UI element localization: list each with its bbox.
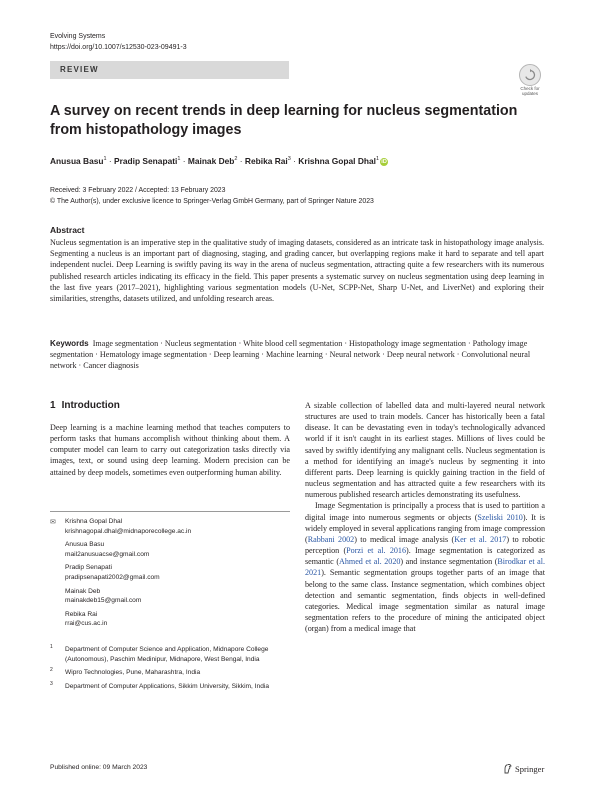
- publisher-logo: [503, 763, 544, 774]
- keywords-list: Image segmentation · Nucleus segmentation · White blood cell segmentation · Histopathology image segmentation · Pathology image segmentation · Hematology image segmentation · Deep learning · Machine learning · Neural network · Deep neural network · Convolutional neural network · Cancer diagnosis: [50, 339, 531, 371]
- journal-name: Evolving Systems: [50, 33, 106, 40]
- author[interactable]: Krishna Gopal Dhal$^1$: [298, 156, 380, 166]
- publisher-name: Springer: [515, 763, 545, 774]
- publication-dates: [50, 186, 374, 207]
- keywords: [50, 338, 544, 372]
- contact-name: Mainak Deb: [65, 587, 101, 595]
- section-heading: [50, 400, 120, 411]
- copyright-notice: © The Author(s), under exclusive licence to Springer-Verlag GmbH Germany, part of Springer Nature 2023: [50, 197, 374, 205]
- keywords-heading: Keywords: [50, 339, 89, 348]
- orcid-icon[interactable]: iD: [381, 159, 387, 165]
- author-list: [50, 156, 388, 166]
- text-run: ). Image segmentation is categorized as semantic (: [305, 546, 545, 567]
- affiliation-number: 1: [50, 644, 53, 650]
- published-online-date: Published online: 09 March 2023: [50, 764, 148, 771]
- springer-horse-icon: [503, 763, 513, 774]
- text-run: Image Segmentation is principally a process that is used to partition a digital image into numerous segments or objects (: [305, 501, 545, 522]
- contact-entry: [65, 540, 290, 559]
- contact-name: Pradip Senapati: [65, 564, 112, 572]
- intro-right-paragraph-1: A sizable collection of labelled data and multi-layered neural network structures are used to train models. Cancer has historically been a fatal disease. It can be devastating even in today's technologically advanced world if it isn't caught in its earliest stages. Millions of lives could be saved by swiftly identifying any malignant cells. Nucleus segmentation is a method for identifying an image's nucleus by segmenting it into different parts. Deep learning is quickly gaining traction in the field of nucleus segmentation and has attracted quite a few researchers with its numerous published research articles demonstrating its usefulness.: [305, 401, 545, 500]
- refresh-icon: [519, 64, 541, 86]
- author-separator: ·: [108, 156, 112, 166]
- contact-entry: [65, 587, 290, 606]
- affiliation-number: 2: [50, 667, 53, 673]
- contact-email[interactable]: mail2anusuacse@gmail.com: [65, 550, 150, 558]
- check-updates-label: Check for: [520, 86, 540, 91]
- contact-name: Anusua Basu: [65, 541, 105, 549]
- text-run: ) to robotic perception (: [305, 534, 545, 556]
- check-for-updates-badge[interactable]: [514, 64, 546, 96]
- contact-entry: [65, 517, 290, 536]
- citation-link[interactable]: Szeliski 2010: [477, 512, 523, 522]
- contact-entry: [65, 610, 290, 629]
- author-separator: ·: [182, 156, 186, 166]
- intro-left-paragraph: Deep learning is a machine learning method that teaches computers to perform tasks that humans accomplish without thinking about them. A computer model can learn to carry out categorization tasks directly via images, text, or sound using deep learning. Modern precision can be attained by deep models, sometimes even outperforming human ability.: [50, 423, 290, 477]
- author[interactable]: Pradip Senapati$^1$: [114, 156, 181, 166]
- author-separator: ·: [239, 156, 243, 166]
- citation-link[interactable]: Ker et al. 2017: [454, 534, 507, 544]
- citation-link[interactable]: Rabbani 2002: [307, 534, 355, 544]
- text-run: ). Semantic segmentation groups together parts of an image that belong to the same class. Instance segmentation, which combines object detection and semantic segmentation, finds objects in well-defined categories. Medical image segmentation similar as natural image segmentation refers to the procedure of mining the anticipated object (organ) from a medical image that: [305, 568, 545, 634]
- abstract-text: Nucleus segmentation is an imperative step in the qualitative study of imaging datasets, considered as an intricate task in histopathology image analysis. Segmenting a nucleus is an important part of diagnosing, staging, and grading cancer, but overlapping regions make it hard to separate and tell apart independent nuclei. Deep Learning is swiftly paving its way in the arena of nucleus segmentation, attracting quite a few researchers with its numerous published research articles indicating its efficacy in the field. This paper presents a systematic survey on nucleus segmentation using deep learning in the last five years (2017–2021), highlighting various segmentation models (U-Net, SCPP-Net, Sharp U-Net, and LiverNet) and exploring their similarities, strengths, datasets utilized, and unfolding research areas.: [50, 238, 544, 304]
- envelope-icon: ✉: [50, 519, 56, 526]
- affiliation: [50, 668, 290, 678]
- paper-title: A survey on recent trends in deep learning for nucleus segmentation from histopathology images: [50, 103, 518, 138]
- affiliation-text: Department of Computer Science and Application, Midnapore College (Autonomous), Paschim Medinipur, Midnapore, West Bengal, India: [65, 646, 269, 663]
- intro-right-paragraph-2: [305, 500, 545, 634]
- citation-link[interactable]: Birodkar et al. 2021: [305, 557, 545, 578]
- contact-entry: [65, 563, 290, 582]
- author[interactable]: Rebika Rai$^3$: [244, 156, 291, 166]
- abstract-heading: Abstract: [50, 225, 85, 235]
- contact-name: Rebika Rai: [65, 610, 98, 618]
- text-run: ) and instance segmentation (: [400, 557, 498, 567]
- doi-link[interactable]: https://doi.org/10.1007/s12530-023-09491-3: [50, 44, 187, 51]
- contact-list: [50, 517, 290, 633]
- affiliation-number: 3: [50, 680, 53, 687]
- contact-name: Krishna Gopal Dhal: [65, 518, 123, 525]
- contact-email[interactable]: mainakdeb15@gmail.com: [65, 597, 142, 605]
- text-run: ). It is widely employed in several applications ranging from image compression (: [305, 512, 546, 544]
- author[interactable]: Mainak Deb$^2$: [187, 156, 238, 166]
- affiliation-text: Department of Computer Applications, Sikkim University, Sikkim, India: [65, 682, 269, 690]
- text-run: ) to medical image analysis (: [354, 534, 455, 544]
- author[interactable]: Anusua Basu$^1$: [50, 156, 107, 166]
- citation-link[interactable]: Porzi et al. 2016: [346, 546, 407, 556]
- citation-link[interactable]: Ahmed et al. 2020: [339, 557, 401, 567]
- affiliation: [50, 645, 290, 664]
- intro-right-column: [305, 400, 545, 634]
- contact-email[interactable]: pradipsenapati2002@gmail.com: [65, 573, 160, 581]
- article-type-banner: REVIEW: [50, 61, 289, 79]
- affiliation-text: Wipro Technologies, Pune, Maharashtra, India: [65, 669, 201, 676]
- affiliation: [50, 682, 290, 692]
- author-separator: ·: [293, 156, 296, 166]
- section-title: Introduction: [61, 400, 120, 411]
- footnote-divider: [50, 511, 290, 512]
- contact-email[interactable]: krishnagopal.dhal@midnaporecollege.ac.in: [65, 527, 192, 535]
- affiliation-list: [50, 645, 290, 695]
- journal-header: [50, 31, 187, 53]
- section-number: 1: [50, 400, 56, 411]
- contact-email[interactable]: rrai@cus.ac.in: [65, 620, 108, 628]
- received-accepted-dates: Received: 3 February 2022 / Accepted: 13 February 2023: [50, 187, 226, 194]
- check-updates-label-2: updates: [521, 91, 538, 96]
